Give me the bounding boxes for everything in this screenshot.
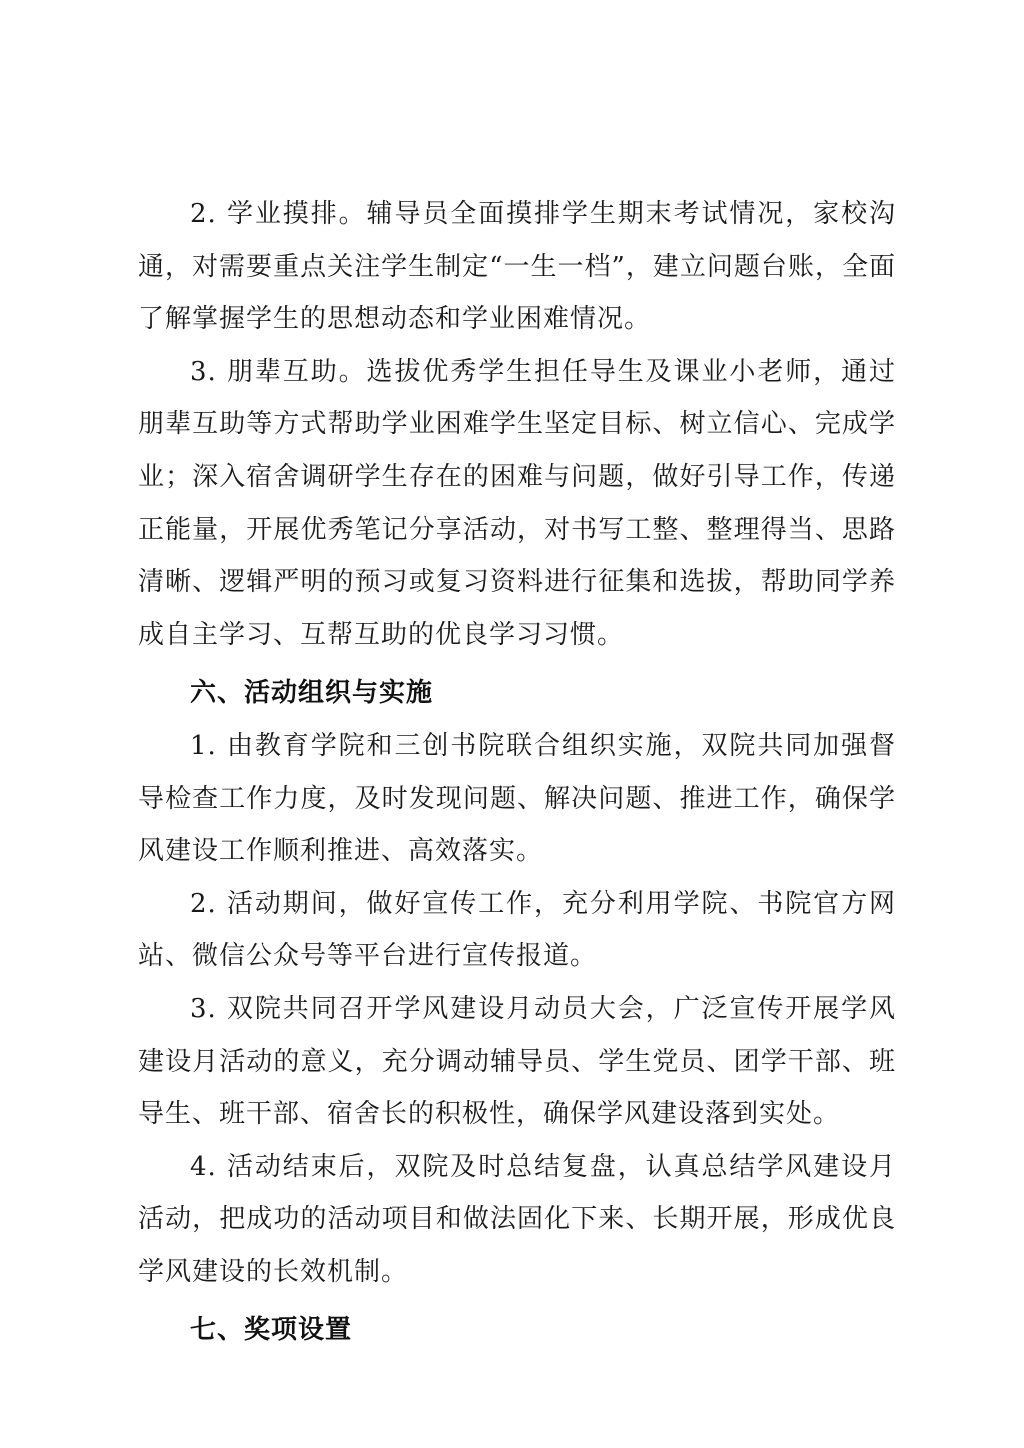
document-body	[138, 188, 896, 1357]
paragraph-peer-support: 3. 朋辈互助。选拔优秀学生担任导生及课业小老师，通过朋辈互助等方式帮助学业困难学生坚定目标、树立信心、完成学业；深入宿舍调研学生存在的困难与问题，做好引导工作，传递正能量，开展优秀笔记分享活动，对书写工整、整理得当、思路清晰、逻辑严明的预习或复习资料进行征集和选拔，帮助同学养成自主学习、互帮互助的优良学习习惯。	[138, 356, 896, 650]
paragraph-organization-2: 2. 活动期间，做好宣传工作，充分利用学院、书院官方网站、微信公众号等平台进行宣传报道。	[138, 888, 896, 972]
paragraph-academic-survey: 2. 学业摸排。辅导员全面摸排学生期末考试情况，家校沟通，对需要重点关注学生制定“一生一档”，建立问题台账，全面了解掌握学生的思想动态和学业困难情况。	[138, 199, 896, 335]
section-heading-organization: 六、活动组织与实施	[190, 678, 434, 709]
section-heading-awards: 七、奖项设置	[190, 1315, 353, 1346]
paragraph-organization-1: 1. 由教育学院和三创书院联合组织实施，双院共同加强督导检查工作力度，及时发现问题、解决问题、推进工作，确保学风建设工作顺利推进、高效落实。	[138, 730, 896, 867]
paragraph-organization-3: 3. 双院共同召开学风建设月动员大会，广泛宣传开展学风建设月活动的意义，充分调动辅导员、学生党员、团学干部、班导生、班干部、宿舍长的积极性，确保学风建设落到实处。	[138, 993, 896, 1130]
paragraph-organization-4: 4. 活动结束后，双院及时总结复盘，认真总结学风建设月活动，把成功的活动项目和做法固化下来、长期开展，形成优良学风建设的长效机制。	[138, 1151, 896, 1287]
